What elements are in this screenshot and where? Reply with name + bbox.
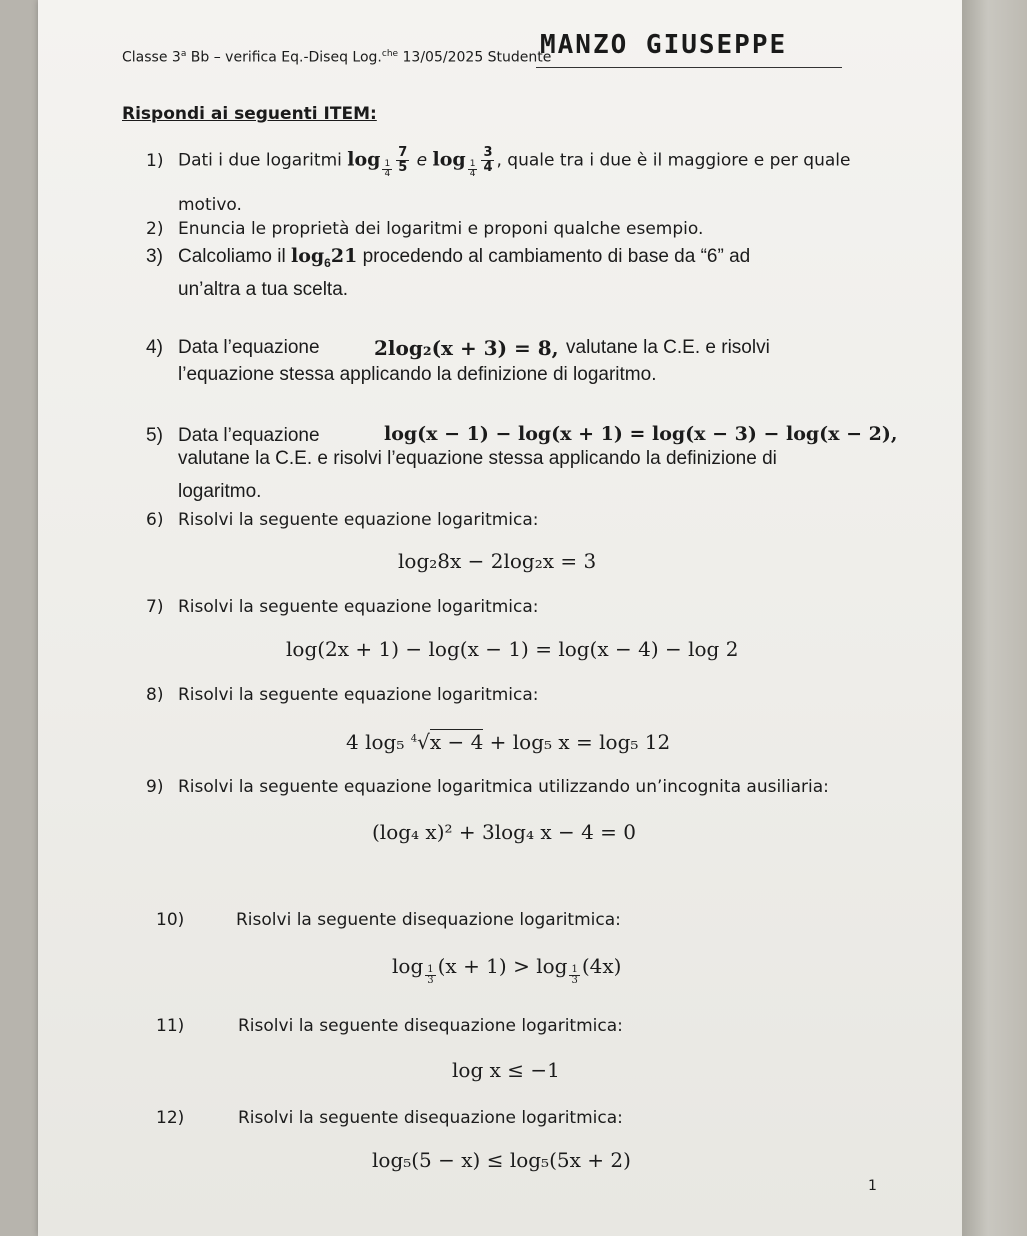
item-7-equation: log(2x + 1) − log(x − 1) = log(x − 4) − log 2	[286, 637, 739, 661]
item-5-line2: valutane la C.E. e risolvi l’equazione stessa applicando la definizione di	[178, 448, 777, 469]
student-name-underline	[536, 67, 842, 68]
log-base-fraction: $\frac{1}{4}$	[469, 159, 476, 179]
root-sign: √	[417, 730, 430, 754]
item-text: Calcoliamo il	[178, 246, 291, 267]
header-class: Classe 3	[122, 49, 181, 66]
page-number: 1	[868, 1178, 877, 1194]
item-11: 11) Risolvi la seguente disequazione logaritmica:	[156, 1016, 623, 1036]
item-text: Data l’equazione	[178, 425, 320, 446]
item-9: 9) Risolvi la seguente equazione logaritmica utilizzando un’incognita ausiliaria:	[146, 777, 829, 797]
item-12-inequality: log₅(5 − x) ≤ log₅(5x + 2)	[372, 1148, 631, 1172]
item-1	[146, 145, 851, 179]
log-symbol: log	[347, 148, 381, 171]
item-4: 4) Data l’equazione	[146, 337, 320, 358]
header-test: Bb – verifica Eq.-Diseq Log.	[186, 49, 382, 66]
section-heading: Rispondi ai seguenti ITEM:	[122, 104, 377, 124]
student-name: MANZO GIUSEPPE	[540, 30, 788, 60]
item-8: 8) Risolvi la seguente equazione logaritmica:	[146, 685, 539, 705]
item-text: procedendo al cambiamento di base da “6” ad	[357, 246, 751, 267]
fraction-7-5: $\frac{7}{5}$	[398, 145, 408, 175]
item-number: 1)	[146, 150, 164, 171]
worksheet-page	[38, 0, 962, 1236]
item-5-line3: logaritmo.	[178, 481, 262, 502]
item-10: 10) Risolvi la seguente disequazione logaritmica:	[156, 910, 621, 930]
item-2: 2) Enuncia le proprietà dei logaritmi e proponi qualche esempio.	[146, 219, 704, 239]
background-surface	[962, 0, 1027, 1236]
header-class-sup: a	[180, 49, 187, 59]
item-4-equation: 2log₂(x + 3) = 8,	[374, 336, 559, 360]
item-text: Risolvi la seguente equazione logaritmica:	[178, 597, 539, 617]
header-line	[122, 49, 551, 66]
root-index: 4	[410, 733, 418, 745]
item-text: , quale tra i due è il maggiore e per quale	[496, 150, 851, 171]
item-1-line2: motivo.	[178, 195, 242, 215]
fraction-3-4: $\frac{3}{4}$	[483, 145, 493, 175]
item-4-line2: l’equazione stessa applicando la definizione di logaritmo.	[178, 364, 657, 385]
item-text: Dati i due logaritmi	[178, 150, 348, 171]
item-text: Risolvi la seguente disequazione logaritmica:	[238, 1108, 623, 1128]
item-10-inequality: log $\frac{1}{3}$ (x + 1) > log $\frac{1}{3}$ (4x)	[392, 954, 622, 986]
item-text: Risolvi la seguente disequazione logaritmica:	[238, 1016, 623, 1036]
header-test-sup: che	[381, 49, 399, 59]
log-symbol: log	[432, 148, 466, 171]
log-base-fraction: $\frac{1}{3}$	[571, 964, 578, 986]
log-base-fraction: $\frac{1}{4}$	[384, 159, 391, 179]
item-text: Risolvi la seguente equazione logaritmica:	[178, 510, 539, 530]
item-11-inequality: log x ≤ −1	[452, 1058, 560, 1082]
log-base-fraction: $\frac{1}{3}$	[427, 964, 434, 986]
item-6-equation: log₂8x − 2log₂x = 3	[398, 549, 597, 573]
item-text: Risolvi la seguente disequazione logaritmica:	[236, 910, 621, 930]
radicand: x − 4	[429, 730, 484, 754]
item-12: 12) Risolvi la seguente disequazione logaritmica:	[156, 1108, 623, 1128]
item-text: Risolvi la seguente equazione logaritmica utilizzando un’incognita ausiliaria:	[178, 777, 829, 797]
item-text: Risolvi la seguente equazione logaritmica:	[178, 685, 539, 705]
item-3: 3) Calcoliamo il $\log_621$ procedendo al cambiamento di base da “6” ad	[146, 245, 751, 270]
item-4-text: valutane la C.E. e risolvi	[566, 337, 770, 358]
header-date-student: 13/05/2025 Studente	[398, 49, 552, 66]
item-3-line2: un’altra a tua scelta.	[178, 279, 349, 300]
item-9-equation: (log₄ x)² + 3log₄ x − 4 = 0	[372, 820, 637, 844]
item-5: 5) Data l’equazione	[146, 425, 320, 446]
item-5-equation: log(x − 1) − log(x + 1) = log(x − 3) − log(x − 2),	[384, 423, 898, 445]
item-text: e	[411, 150, 433, 171]
item-text: Enuncia le proprietà dei logaritmi e proponi qualche esempio.	[178, 219, 704, 239]
item-8-equation: 4 log₅ $^4$√x − 4 + log₅ x = log₅ 12	[346, 730, 671, 754]
item-text: Data l’equazione	[178, 337, 320, 358]
item-7: 7) Risolvi la seguente equazione logaritmica:	[146, 597, 539, 617]
item-6: 6) Risolvi la seguente equazione logaritmica:	[146, 510, 539, 530]
